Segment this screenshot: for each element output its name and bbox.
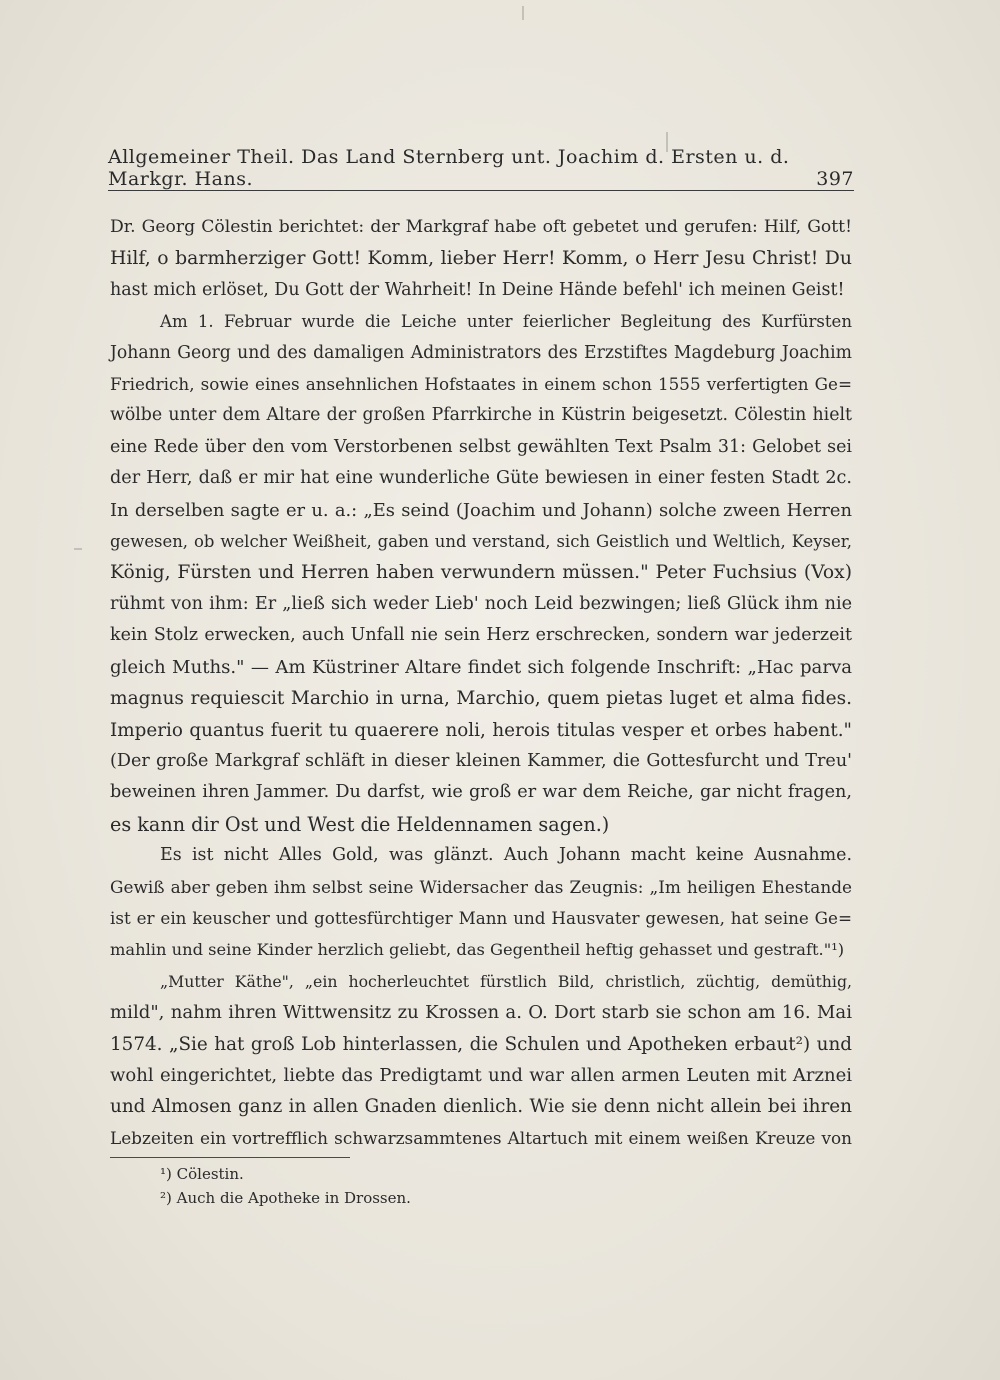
text-line: es kann dir Ost und West die Heldennamen sagen.) (110, 812, 610, 836)
scan-speck (74, 548, 82, 550)
text-line: wohl eingerichtet, liebte das Predigtamt und war allen armen Leuten mit Arznei (110, 1064, 852, 1086)
footnote-1: ¹) Cölestin. (160, 1165, 244, 1183)
footnote-rule (110, 1157, 350, 1158)
text-line: hast mich erlöset, Du Gott der Wahrheit! In Deine Hände befehl' ich meinen Geist! (110, 279, 845, 300)
text-line: magnus requiescit Marchio in urna, Marchio, quem pietas luget et alma fides. (110, 688, 852, 710)
text-line: 1574. „Sie hat groß Lob hinterlassen, die Schulen und Apotheken erbaut²) und (110, 1033, 852, 1055)
text-line: der Herr, daß er mir hat eine wunderliche Güte bewiesen in einer festen Stadt 2c. (110, 468, 852, 489)
text-line: gewesen, ob welcher Weißheit, gaben und verstand, sich Geistlich und Weltlich, Keyser, (110, 532, 852, 552)
scan-speck (522, 6, 524, 20)
text-line: mahlin und seine Kinder herzlich geliebt, das Gegentheil heftig gehasset und gestraft."¹) (110, 940, 845, 960)
header-rule (108, 190, 854, 191)
text-line: Imperio quantus fuerit tu quaerere noli, herois titulas vesper et orbes habent." (110, 719, 852, 741)
text-line: Hilf, o barmherziger Gott! Komm, lieber Herr! Komm, o Herr Jesu Christ! Du (110, 248, 852, 270)
text-line: Am 1. Februar wurde die Leiche unter feierlicher Begleitung des Kurfürsten (160, 312, 852, 332)
text-line: mild", nahm ihren Wittwensitz zu Krossen a. O. Dort starb sie schon am 16. Mai (110, 1002, 852, 1024)
page-number: 397 (816, 168, 854, 190)
footnotes (160, 1162, 760, 1210)
text-line: „Mutter Käthe", „ein hocherleuchtet fürstlich Bild, christlich, züchtig, demüthig, (160, 971, 852, 991)
text-line: In derselben sagte er u. a.: „Es seind (Joachim und Johann) solche zween Herren (110, 499, 852, 521)
text-line: gleich Muths." — Am Küstriner Altare findet sich folgende Inschrift: „Hac parva (110, 656, 852, 678)
footnote-2: ²) Auch die Apotheke in Drossen. (160, 1189, 411, 1207)
text-line: ist er ein keuscher und gottesfürchtiger Mann und Hausvater gewesen, hat seine Ge= (110, 907, 852, 928)
text-line: König, Fürsten und Herren haben verwundern müssen." Peter Fuchsius (Vox) (110, 562, 852, 584)
main-text (110, 212, 852, 1154)
text-line: beweinen ihren Jammer. Du darfst, wie groß er war dem Reiche, gar nicht fragen, (110, 782, 852, 803)
text-line: Lebzeiten ein vortrefflich schwarzsammtenes Altartuch mit einem weißen Kreuze von (110, 1127, 852, 1148)
text-line: Es ist nicht Alles Gold, was glänzt. Auch Johann macht keine Ausnahme. (160, 845, 852, 866)
text-line: Johann Georg und des damaligen Administrators des Erzstiftes Magdeburg Joachim (110, 342, 852, 363)
text-line: Friedrich, sowie eines ansehnlichen Hofstaates in einem schon 1555 verfertigten Ge= (110, 374, 852, 395)
text-line: Dr. Georg Cölestin berichtet: der Markgraf habe oft gebetet und gerufen: Hilf, Gott! (110, 217, 852, 237)
text-line: (Der große Markgraf schläft in dieser kleinen Kammer, die Gottesfurcht und Treu' (110, 750, 852, 771)
text-line: eine Rede über den vom Verstorbenen selbst gewählten Text Psalm 31: Gelobet sei (110, 436, 852, 457)
text-line: Gewiß aber geben ihm selbst seine Widersacher das Zeugnis: „Im heiligen Ehestande (110, 876, 852, 897)
text-line: kein Stolz erwecken, auch Unfall nie sein Herz erschrecken, sondern war jederzeit (110, 625, 852, 646)
text-line: und Almosen ganz in allen Gnaden dienlich. Wie sie denn nicht allein bei ihren (110, 1096, 852, 1118)
running-title: Allgemeiner Theil. Das Land Sternberg unt. Joachim d. Ersten u. d. Markgr. Hans. (108, 146, 790, 190)
text-line: rühmt von ihm: Er „ließ sich weder Lieb' noch Leid bezwingen; ließ Glück ihm nie (110, 593, 852, 614)
text-line: wölbe unter dem Altare der großen Pfarrkirche in Küstrin beigesetzt. Cölestin hielt (110, 405, 852, 426)
running-header (108, 146, 854, 190)
